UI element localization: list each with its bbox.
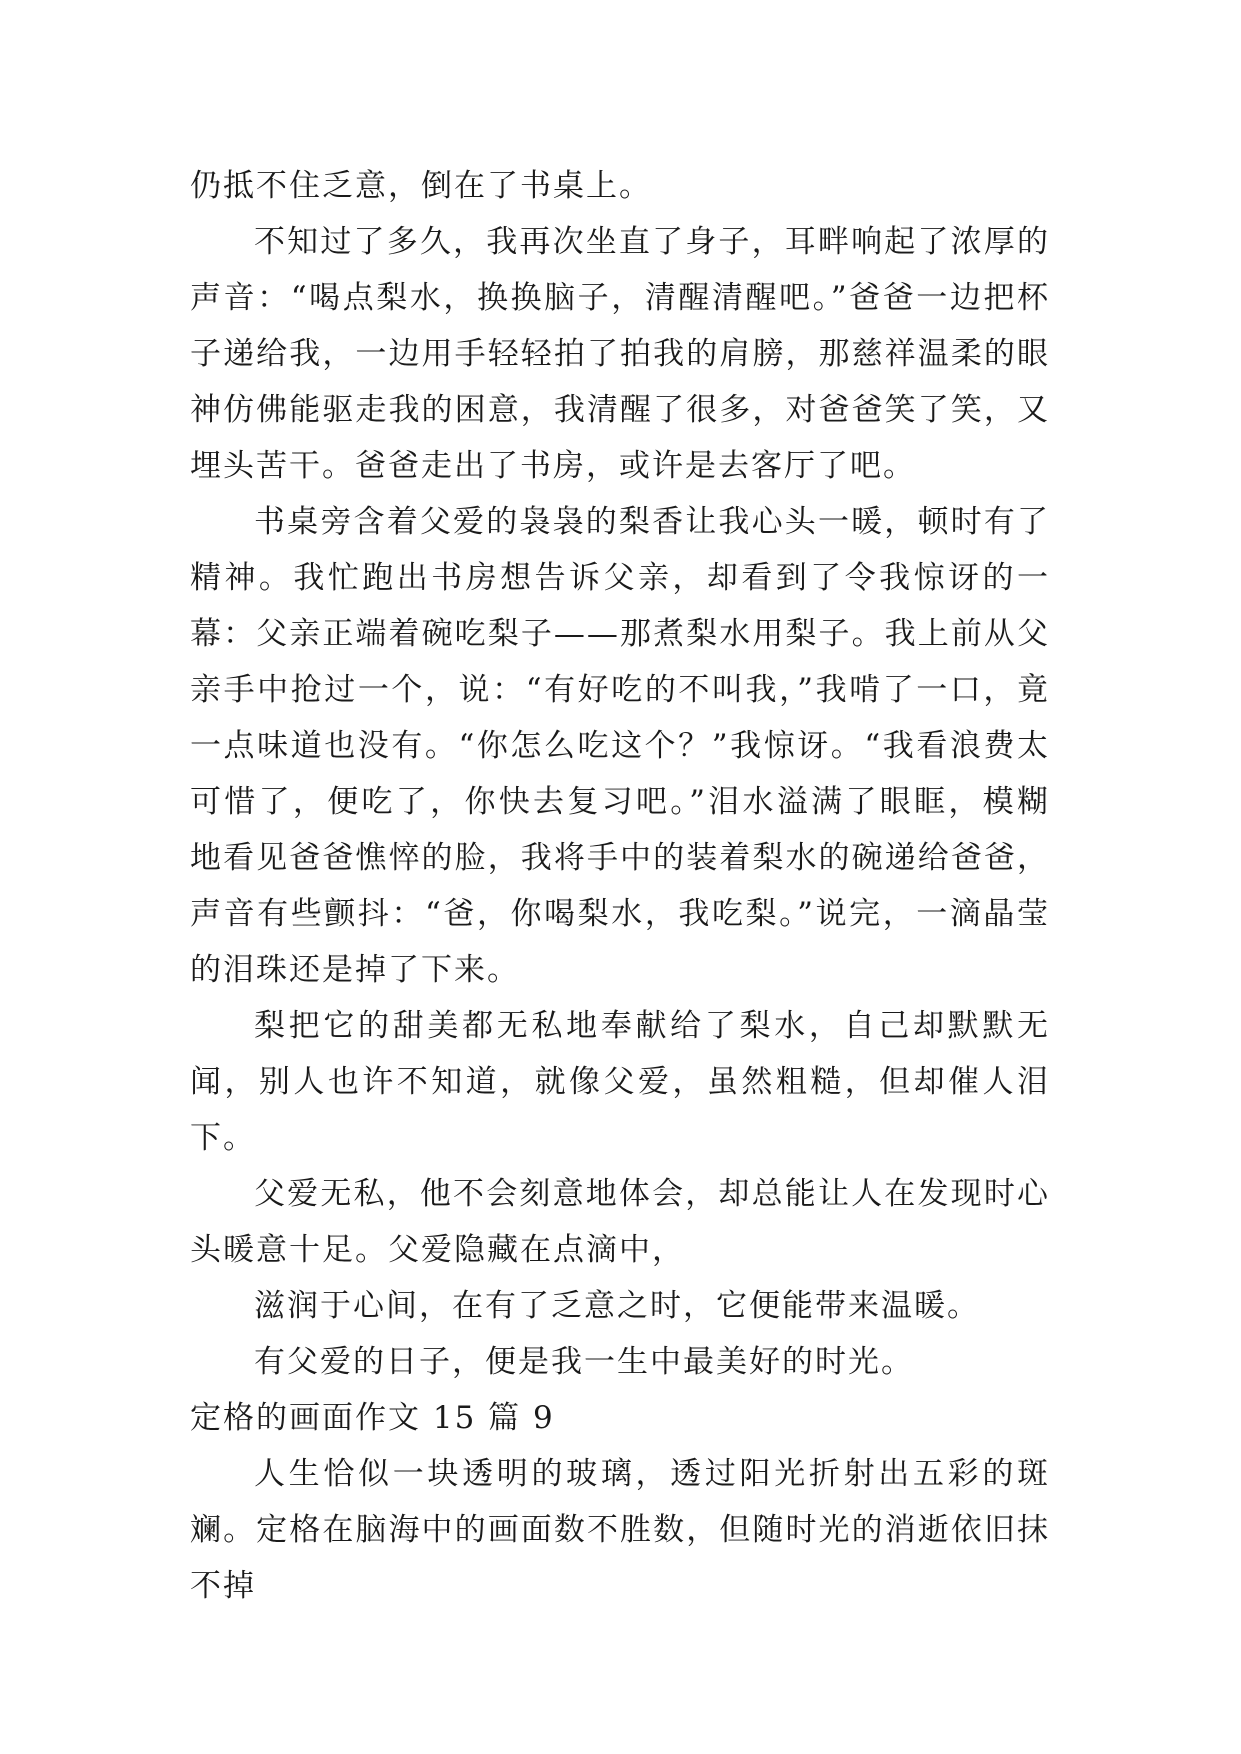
document-body bbox=[190, 158, 1050, 1614]
section-heading: 定格的画面作文 15 篇 9 bbox=[190, 1400, 555, 1436]
paragraph: 不知过了多久，我再次坐直了身子，耳畔响起了浓厚的声音：“喝点梨水，换换脑子，清醒清醒吧。”爸爸一边把杯子递给我，一边用手轻轻拍了拍我的肩膀，那慈祥温柔的眼神仿佛能驱走我的困意，我清醒了很多，对爸爸笑了笑，又埋头苦干。爸爸走出了书房，或许是去客厅了吧。 bbox=[190, 224, 1050, 484]
paragraph: 书桌旁含着父爱的袅袅的梨香让我心头一暖，顿时有了精神。我忙跑出书房想告诉父亲，却看到了令我惊讶的一幕：父亲正端着碗吃梨子——那煮梨水用梨子。我上前从父亲手中抢过一个，说：“有好吃的不叫我，”我啃了一口，竟一点味道也没有。“你怎么吃这个？”我惊讶。“我看浪费太可惜了，便吃了，你快去复习吧。”泪水溢满了眼眶，模糊地看见爸爸憔悴的脸，我将手中的装着梨水的碗递给爸爸，声音有些颤抖：“爸，你喝梨水，我吃梨。”说完，一滴晶莹的泪珠还是掉了下来。 bbox=[190, 504, 1050, 988]
paragraph: 父爱无私，他不会刻意地体会，却总能让人在发现时心头暖意十足。父爱隐藏在点滴中， bbox=[190, 1176, 1050, 1268]
paragraph: 人生恰似一块透明的玻璃，透过阳光折射出五彩的斑斓。定格在脑海中的画面数不胜数，但随时光的消逝依旧抹不掉 bbox=[190, 1456, 1050, 1604]
paragraph-continuation: 仍抵不住乏意，倒在了书桌上。 bbox=[190, 168, 652, 204]
paragraph: 有父爱的日子，便是我一生中最美好的时光。 bbox=[254, 1344, 914, 1380]
paragraph: 滋润于心间，在有了乏意之时，它便能带来温暖。 bbox=[254, 1288, 980, 1324]
paragraph: 梨把它的甜美都无私地奉献给了梨水，自己却默默无闻，别人也许不知道，就像父爱，虽然粗糙，但却催人泪下。 bbox=[190, 1008, 1050, 1156]
